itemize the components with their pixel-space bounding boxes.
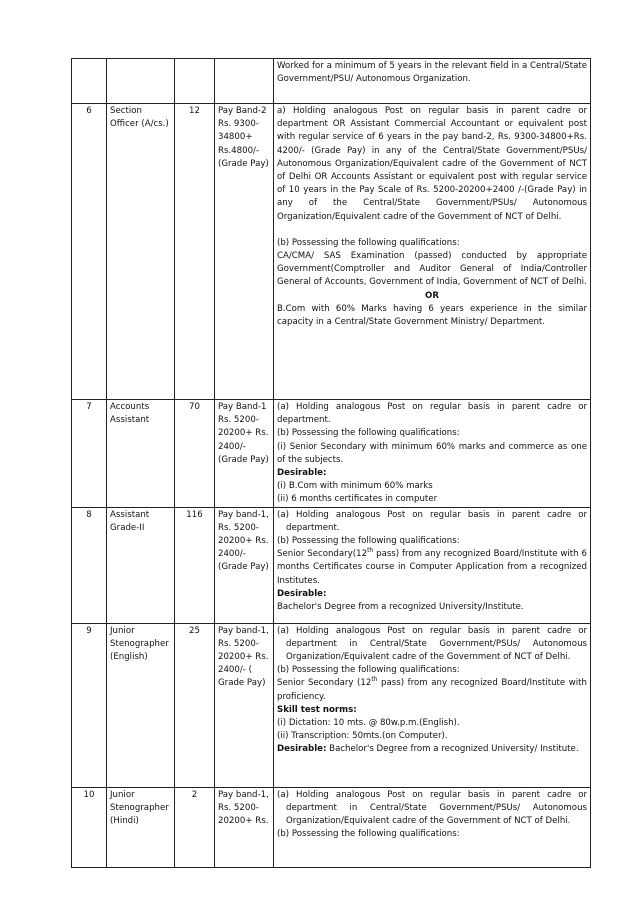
cell-vacancies: 116 <box>175 507 215 623</box>
cell-sno <box>72 59 107 104</box>
line-text: CA/CMA/ SAS Examination (passed) conducted by appropriate Government(Comptroller and Auditor General of India/Controller General of Accounts, Government of India, Government of NCT of Delhi. <box>277 251 587 288</box>
cell-qualification <box>274 59 591 104</box>
cell-post: Junior Stenographer (Hindi) <box>107 787 175 867</box>
qualification-line <box>277 828 587 841</box>
cell-qualification <box>274 104 591 400</box>
cell-sno: 9 <box>72 623 107 787</box>
line-text: (ii) 6 months certificates in computer <box>277 494 438 505</box>
table-body <box>72 59 591 868</box>
qualification-line <box>277 237 587 250</box>
table-row <box>72 507 591 623</box>
line-text: Desirable: <box>277 744 327 755</box>
qualification-line <box>277 401 587 427</box>
line-text-cont: Bachelor's Degree from a recognized University/ Institute. <box>326 744 579 755</box>
cell-qualification <box>274 787 591 867</box>
qualification-line <box>277 548 587 588</box>
qualification-line <box>277 535 587 548</box>
line-text: (a) Holding analogous Post on regular basis in parent cadre or department. <box>277 509 587 533</box>
cell-vacancies: 25 <box>175 623 215 787</box>
cell-post: Assistant Grade-II <box>107 507 175 623</box>
cell-sno: 8 <box>72 507 107 623</box>
cell-post: Accounts Assistant <box>107 400 175 508</box>
line-text: Desirable: <box>277 588 327 599</box>
qualification-line <box>277 677 587 703</box>
line-text: (a) Holding analogous Post on regular basis in parent cadre or department in Central/State Government/PSUs/ Autonomous Organization/Equivalent cadre of the Government of NCT of Delhi. <box>277 789 587 827</box>
qualification-line <box>277 743 587 756</box>
line-text: (i) B.Com with minimum 60% marks <box>277 481 433 492</box>
cell-vacancies: 12 <box>175 104 215 400</box>
cell-qualification <box>274 400 591 508</box>
cell-post <box>107 59 175 104</box>
line-text: (i) Senior Secondary with minimum 60% marks and commerce as one of the subjects. <box>277 441 587 465</box>
qualification-line <box>277 303 587 329</box>
qualification-line <box>277 105 587 224</box>
cell-qualification <box>274 507 591 623</box>
line-text: (b) Possessing the following qualifications: <box>277 536 460 547</box>
cell-pay: Pay Band-2 Rs. 9300-34800+ Rs.4800/- (Grade Pay) <box>215 104 274 400</box>
recruitment-table <box>71 58 591 868</box>
cell-post: Junior Stenographer (English) <box>107 623 175 787</box>
cell-sno: 6 <box>72 104 107 400</box>
cell-pay <box>215 59 274 104</box>
line-text: (a) Holding analogous Post on regular basis in parent cadre or department. <box>277 402 587 426</box>
cell-qualification <box>274 623 591 787</box>
line-text-cont: pass) from any recognized Board/Institute with 6 months Certificates course in Computer Application from a recognized Institutes. <box>277 549 587 586</box>
table-row <box>72 787 591 867</box>
line-text: Senior Secondary (12 <box>277 678 372 689</box>
cell-pay: Pay band-1, Rs. 5200-20200+ Rs. 2400/- ( Grade Pay) <box>215 623 274 787</box>
line-text: Skill test norms: <box>277 704 357 715</box>
line-text: Bachelor's Degree from a recognized University/Institute. <box>277 602 524 613</box>
line-text: (a) Holding analogous Post on regular basis in parent cadre or department in Central/State Government/PSUs/ Autonomous Organization/Equivalent cadre of the Government of NCT of Delhi. <box>277 625 587 663</box>
table-row <box>72 104 591 400</box>
qualification-line <box>277 467 587 480</box>
cell-pay: Pay Band-1 Rs. 5200-20200+ Rs. 2400/- (Grade Pay) <box>215 400 274 508</box>
line-text: (b) Possessing the following qualifications: <box>277 237 460 248</box>
qualification-line <box>277 704 587 717</box>
line-text: Desirable: <box>277 468 327 479</box>
table-row <box>72 623 591 787</box>
qualification-line <box>277 601 587 614</box>
qualification-line <box>277 224 587 237</box>
qualification-line <box>277 480 587 493</box>
cell-vacancies <box>175 59 215 104</box>
cell-vacancies: 2 <box>175 787 215 867</box>
qualification-line <box>277 730 587 743</box>
qualification-line <box>277 588 587 601</box>
cell-vacancies: 70 <box>175 400 215 508</box>
cell-sno: 7 <box>72 400 107 508</box>
line-text: a) Holding analogous Post on regular basis in parent cadre or department OR Assistant Commercial Accountant or equivalent post with regular service of 6 years in the pay band-2, Rs. 9300-34800+Rs. 4200/- (Grade Pay) in any of the Central/State Government/PSUs/ Autonomous Organization/Equivalent cadre of the Government of NCT of Delhi OR Accounts Assistant or equivalent post with regular service of 10 years in the Pay Scale of Rs. 5200-20200+2400 /-(Grade Pay) in any of the Central/State Government/PSUs/ Autonomous Organization/Equivalent cadre of the Government of NCT of Delhi. <box>277 106 587 222</box>
superscript: th <box>371 676 378 684</box>
line-text: (b) Possessing the following qualifications: <box>277 829 460 840</box>
cell-post: Section Officer (A/cs.) <box>107 104 175 400</box>
line-text: B.Com with 60% Marks having 6 years experience in the similar capacity in a Central/State Government Ministry/ Department. <box>277 303 587 328</box>
table-row <box>72 400 591 508</box>
line-text: (b) Possessing the following qualifications: <box>277 665 460 676</box>
line-text: (b) Possessing the following qualifications: <box>277 428 460 439</box>
table-row-continuation <box>72 59 591 104</box>
qualification-line <box>277 493 587 506</box>
cell-sno: 10 <box>72 787 107 867</box>
continuation-text: Worked for a minimum of 5 years in the relevant field in a Central/State Government/PSU/ Autonomous Organization. <box>277 61 587 85</box>
superscript: th <box>367 547 374 555</box>
qualification-line <box>277 441 587 467</box>
cell-pay: Pay band-1, Rs. 5200-20200+ Rs. <box>215 787 274 867</box>
line-text: (i) Dictation: 10 mts. @ 80w.p.m.(English). <box>277 718 460 729</box>
qualification-line <box>277 789 587 829</box>
line-text: (ii) Transcription: 50mts.(on Computer). <box>277 731 448 742</box>
line-text: OR <box>425 290 439 301</box>
qualification-line <box>277 664 587 677</box>
cell-pay: Pay band-1, Rs. 5200-20200+ Rs. 2400/- (Grade Pay) <box>215 507 274 623</box>
line-text-cont: pass) from any recognized Board/Institute with proficiency. <box>277 678 587 702</box>
qualification-line <box>277 290 587 303</box>
qualification-line <box>277 509 587 535</box>
qualification-line <box>277 250 587 290</box>
qualification-line <box>277 625 587 665</box>
line-text: Senior Secondary(12 <box>277 549 368 560</box>
qualification-line <box>277 717 587 730</box>
qualification-line <box>277 427 587 440</box>
